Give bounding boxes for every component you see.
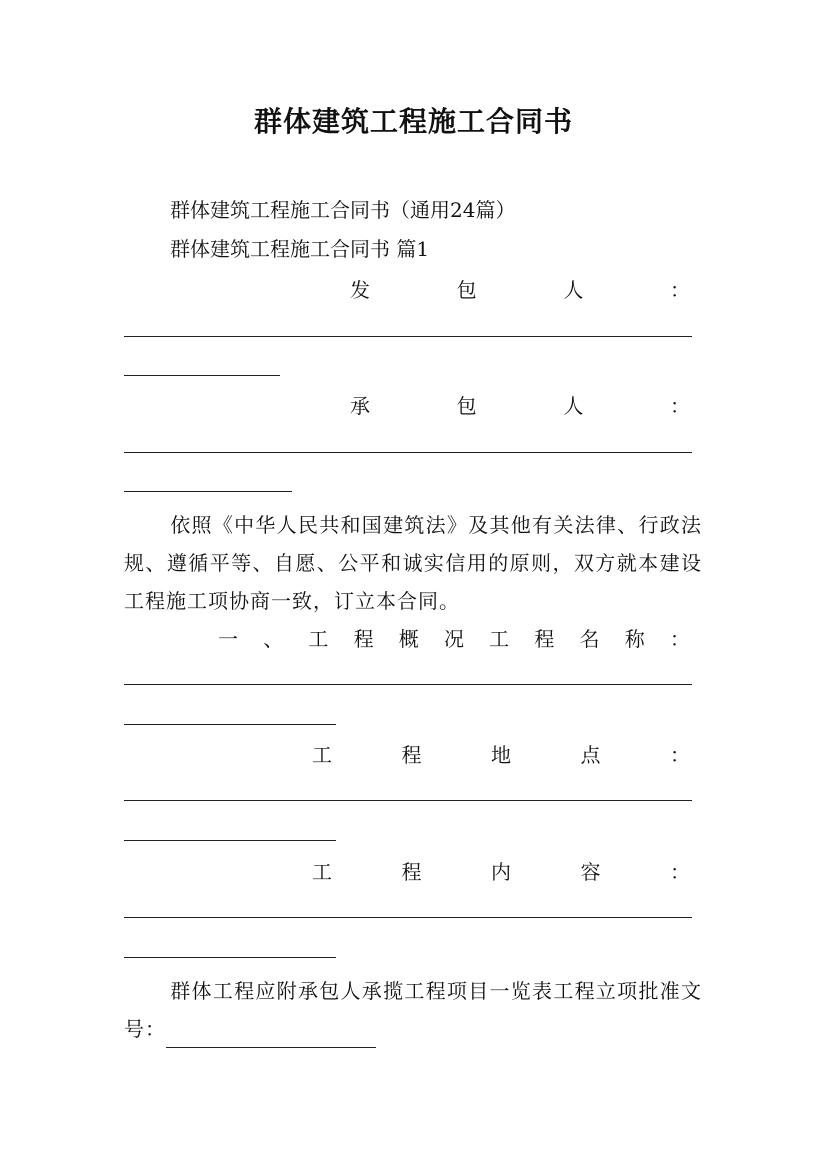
project-location-char: 程 [401,743,422,767]
project-location-label [312,741,690,769]
project-content-char: 工 [312,860,332,884]
project-content-blank-line-1 [124,917,692,918]
project-name-char: 名 [579,627,600,651]
project-name-char: 程 [534,627,555,651]
intro-paragraph [124,506,702,620]
contractor-blank-line-1 [124,452,692,453]
project-location-char: 点 [580,743,601,767]
subtitle-line: 群体建筑工程施工合同书（通用24篇） [170,198,516,222]
project-name-char: 概 [398,627,419,651]
employer-blank-line-1 [124,336,692,337]
project-name-char: 称 [624,627,645,651]
employer-label-char: 人 [563,278,584,302]
project-name-char: 况 [443,627,464,651]
employer-label-char: 发 [350,278,370,302]
project-name-char: 工 [489,627,510,651]
employer-label [350,276,690,304]
contractor-label-char: ： [669,394,690,418]
project-location-char: ： [670,743,690,767]
project-content-char: 程 [401,860,422,884]
contractor-label [350,392,690,420]
project-location-char: 工 [312,743,332,767]
project-name-blank-line-2 [124,724,336,725]
project-location-blank-line-2 [124,840,336,841]
attachment-paragraph-text: 群体工程应附承包人承揽工程项目一览表工程立项批准文号： [124,979,702,1041]
project-name-char: 一 [218,627,238,651]
section-heading: 群体建筑工程施工合同书 篇1 [170,237,430,261]
project-name-char: 程 [353,627,374,651]
intro-paragraph-text: 依照《中华人民共和国建筑法》及其他有关法律、行政法规、遵循平等、自愿、公平和诚实信用的原则，双方就本建设工程施工项协商一致，订立本合同。 [124,513,702,613]
project-name-char: 、 [263,627,284,651]
project-name-char: ： [669,627,690,651]
project-content-blank-line-2 [124,957,336,958]
project-name-blank-line-1 [124,684,692,685]
employer-blank-line-2 [124,375,280,376]
project-content-char: ： [670,860,690,884]
project-location-char: 地 [491,743,511,767]
contractor-label-char: 承 [350,394,370,418]
project-content-char: 容 [580,860,601,884]
project-location-blank-line-1 [124,800,692,801]
contractor-blank-line-2 [124,491,292,492]
attachment-paragraph [124,972,702,1048]
project-content-label [312,858,690,886]
contractor-label-char: 人 [563,394,584,418]
project-name-label [218,625,690,653]
project-name-char: 工 [308,627,329,651]
contractor-label-char: 包 [456,394,477,418]
employer-label-char: ： [669,278,690,302]
project-content-char: 内 [491,860,511,884]
employer-label-char: 包 [456,278,477,302]
document-title: 群体建筑工程施工合同书 [253,105,573,138]
approval-number-blank [166,1023,376,1048]
